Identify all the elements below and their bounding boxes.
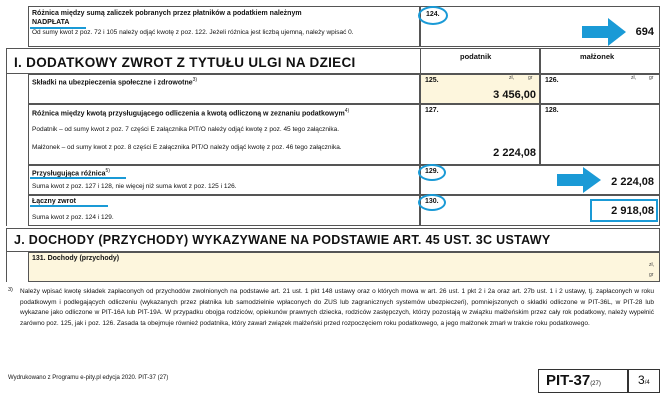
section-i-left-margin [6, 74, 28, 226]
field-130-number: 130. [425, 198, 439, 205]
footnote-mark: 3) [8, 287, 13, 293]
section-i-title: I. DODATKOWY ZWROT Z TYTUŁU ULGI NA DZIECI [14, 55, 356, 70]
field-124-value: 694 [635, 26, 654, 38]
field-124-number: 124. [426, 11, 440, 18]
field-126-number: 126. [545, 77, 559, 84]
top-note: Od sumy kwot z poz. 72 i 105 należy odjąć kwotę z poz. 122. Jeżeli różnica jest liczbą ujemną, należy wpisać 0. [32, 29, 354, 36]
row-130-note: Suma kwot z poz. 124 i 129. [32, 214, 114, 221]
top-label-nadplata: NADPŁATA [32, 19, 70, 26]
field-130-value: 2 918,08 [611, 205, 654, 217]
row-129-label: Przysługująca różnica$^{5)}$ [32, 168, 110, 178]
footnote-text: Należy wpisać kwotę składek zapłaconych od przychodów zwolnionych na podstawie art. 21 ust. 1 pkt 148 ustawy oraz o których mowa w art. 26 ust. 1 pkt 2 i 2a oraz art. 27b ust. 1 i 2 ustawy, tj. zapłaconych w roku podatkowym i podlegających odliczeniu (wykazanych przez płatnika lub samodzielnie wpłaconych do ZUS lub zagranicznych systemów ubezpieczeń), pomniejszonych o składki odliczone w PIT-36L, w PIT-28 lub wykazane jako odliczone w PIT-16A lub PIT-19A. W przypadku obojga rodziców, opiekunów prawnych dziecka, rodziców zastępczych, którzy pozostają w związku małżeńskim przez cały rok podatkowy, należy wypełnić zarówno poz. 125, jak i poz. 126. Zasada ta obejmuje również podatnika, który zawarł związek małżeński przed rozpoczęciem roku podatkowego, a jego małżonek zmarł w trakcie roku podatkowego. [20, 288, 654, 327]
row-129-underline [30, 177, 126, 179]
field-127-number: 127. [425, 107, 439, 114]
field-129-highlight [418, 164, 446, 181]
row-130-underline [30, 205, 108, 207]
field-125-number: 125. [425, 77, 439, 84]
row-127-label: Różnica między kwotą przysługującego odliczenia a kwotą odliczoną w zeznaniu podatkowym$^{4)}$ [32, 108, 350, 118]
section-j-title: J. DOCHODY (PRZYCHODY) WYKAZYWANE NA PODSTAWIE ART. 45 UST. 3C USTAWY [14, 233, 551, 247]
field-125-zl: zł, [509, 75, 514, 81]
field-131-gr: gr [649, 272, 654, 278]
field-130-highlight [418, 194, 446, 211]
top-label: Różnica między sumą zaliczek pobranych przez płatników a podatkiem należnym [32, 10, 302, 17]
field-125-gr: gr [528, 75, 533, 81]
field-127-value: 2 224,08 [493, 147, 536, 159]
field-124-highlight [418, 6, 448, 25]
row-130-label: Łączny zwrot [32, 198, 76, 205]
field-128-number: 128. [545, 107, 559, 114]
field-126-gr: gr [649, 75, 654, 81]
footer-page: 3/4 [638, 373, 650, 387]
field-131-zl: zł, [649, 262, 654, 268]
row-127-note1: Podatnik – od sumy kwot z poz. 7 części E załącznika PIT/O należy odjąć kwotę z poz. 45 tego załącznika. [32, 126, 340, 133]
field-126-zl: zł, [631, 75, 636, 81]
printed-by: Wydrukowano z Programu e-pity.pl edycja 2020. PIT-37 (27) [8, 375, 169, 381]
footer-form-name: PIT-37(27) [546, 372, 601, 389]
col-podatnik-label: podatnik [460, 52, 492, 61]
field-131[interactable] [28, 252, 660, 282]
section-j-left-margin [6, 252, 28, 282]
field-125-value: 3 456,00 [493, 89, 536, 101]
field-131-label: 131. Dochody (przychody) [32, 255, 120, 262]
col-malzonek-label: małżonek [580, 52, 615, 61]
row-129-note: Suma kwot z poz. 127 i 128, nie więcej niż suma kwot z poz. 125 i 126. [32, 183, 237, 190]
row-125-label: Składki na ubezpieczenia społeczne i zdrowotne$^{3)}$ [32, 77, 198, 87]
field-129-value: 2 224,08 [611, 176, 654, 188]
row-127-note2: Małżonek – od sumy kwot z poz. 8 części E załącznika PIT/O należy odjąć kwotę z poz. 46 tego załącznika. [32, 144, 342, 151]
field-129-number: 129. [425, 168, 439, 175]
